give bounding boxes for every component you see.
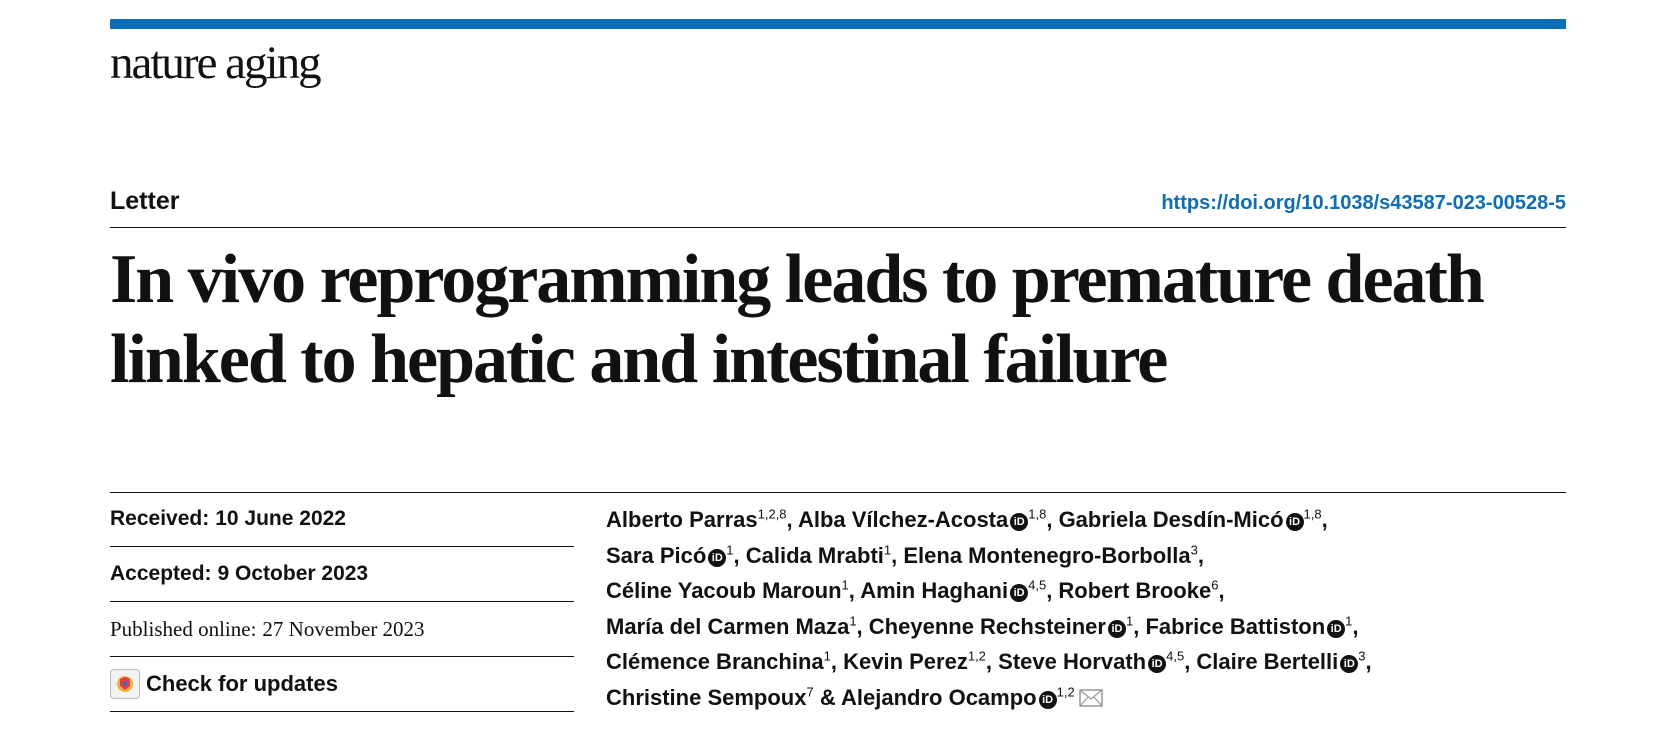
envelope-icon[interactable] [1079,689,1103,707]
author-list [606,502,1566,715]
author-affiliation: 1 [1125,613,1134,629]
orcid-icon[interactable]: iD [1327,620,1345,638]
orcid-icon[interactable]: iD [1010,513,1028,531]
published-row [110,602,574,657]
orcid-icon[interactable]: iD [1286,513,1304,531]
author-item [746,543,904,568]
article-title: In vivo reprogramming leads to premature death linked to hepatic and intestinal failure [110,241,1483,398]
orcid-icon[interactable]: iD [1148,655,1166,673]
author-name[interactable]: Amin Haghani [860,578,1009,603]
author-separator: , [1133,613,1146,639]
author-item [606,614,869,639]
author-item [606,543,746,568]
author-affiliation: 4,5 [1166,648,1185,664]
author-name[interactable]: Kevin Perez [843,649,968,674]
author-item [606,685,841,710]
author-affiliation: 1,2,8 [757,506,787,522]
author-item [843,649,998,674]
author-name[interactable]: Alba Vílchez-Acosta [797,507,1009,532]
author-item [606,649,843,674]
author-affiliation: 1 [841,577,849,593]
author-name[interactable]: Alejandro Ocampo [841,684,1037,710]
author-affiliation: 6 [1211,577,1219,593]
article-type: Letter [110,187,180,215]
author-item [869,614,1146,639]
author-name[interactable]: Gabriela Desdín-Micó [1058,507,1284,532]
author-item [841,685,1103,710]
author-item [1059,507,1328,532]
journal-top-bar [110,19,1566,29]
author-affiliation: 1,2 [1056,684,1075,700]
author-separator: , [786,507,798,532]
check-for-updates-link[interactable]: Check for updates [146,671,338,696]
author-separator: , [1184,649,1197,674]
author-affiliation: 1 [823,648,831,664]
author-separator: , [891,542,904,568]
author-separator: & [813,684,842,710]
author-separator: , [1321,507,1328,532]
author-separator: , [1046,578,1059,603]
author-name[interactable]: Clémence Branchina [606,649,824,674]
author-item [1196,649,1371,674]
author-separator: , [856,613,869,639]
orcid-icon[interactable]: iD [1108,620,1126,638]
orcid-icon[interactable]: iD [1010,584,1028,602]
orcid-icon[interactable]: iD [1039,691,1057,709]
author-name[interactable]: Claire Bertelli [1196,649,1339,674]
header-divider [110,227,1566,228]
author-affiliation: 1,2 [967,648,986,664]
author-affiliation: 1 [726,542,734,558]
author-item [860,578,1058,603]
author-name[interactable]: Fabrice Battiston [1145,613,1326,639]
accepted-label: Accepted: [110,562,212,585]
author-name[interactable]: María del Carmen Maza [606,613,850,639]
author-affiliation: 1,8 [1028,506,1047,522]
author-affiliation: 3 [1358,648,1366,664]
author-item [1145,614,1358,639]
journal-name[interactable]: nature aging [110,37,320,89]
author-separator: , [1046,507,1059,532]
accepted-row [110,547,574,602]
author-separator: , [830,649,844,674]
author-affiliation: 3 [1190,542,1198,558]
author-name[interactable]: Céline Yacoub Maroun [606,578,842,603]
received-date: 10 June 2022 [215,507,346,530]
author-separator: , [733,542,746,568]
doi-link[interactable]: https://doi.org/10.1038/s43587-023-00528-5 [1161,192,1566,214]
author-separator: , [985,649,999,674]
author-name[interactable]: Sara Picó [606,542,707,568]
author-name[interactable]: Robert Brooke [1058,578,1212,603]
author-separator: , [1218,578,1225,603]
crossmark-icon[interactable] [110,669,140,699]
author-affiliation: 1,8 [1303,506,1322,522]
author-separator: , [848,578,861,603]
published-label: Published online: [110,616,257,641]
author-name[interactable]: Alberto Parras [606,507,758,532]
author-name[interactable]: Calida Mrabti [745,542,884,568]
author-item [606,578,860,603]
check-updates-row[interactable] [110,657,574,712]
author-separator: , [1352,613,1359,639]
author-name[interactable]: Elena Montenegro-Borbolla [903,542,1191,568]
author-item [606,507,798,532]
orcid-icon[interactable]: iD [708,549,726,567]
received-row [110,492,574,547]
author-affiliation: 1 [849,613,857,629]
author-name[interactable]: Steve Horvath [998,649,1147,674]
author-affiliation: 1 [883,542,892,558]
received-label: Received: [110,507,210,530]
author-affiliation: 4,5 [1028,577,1047,593]
author-separator: , [1197,542,1204,568]
accepted-date: 9 October 2023 [217,562,369,585]
author-name[interactable]: Cheyenne Rechsteiner [868,613,1106,639]
author-name[interactable]: Christine Sempoux [606,684,807,710]
author-item [903,543,1204,568]
orcid-icon[interactable]: iD [1340,655,1358,673]
author-affiliation: 1 [1345,613,1353,629]
published-date: 27 November 2023 [262,616,425,641]
author-item [998,649,1196,674]
author-affiliation: 7 [806,684,814,700]
author-item [1058,578,1224,603]
article-dates [110,492,574,712]
author-item [798,507,1059,532]
author-separator: , [1365,649,1372,674]
